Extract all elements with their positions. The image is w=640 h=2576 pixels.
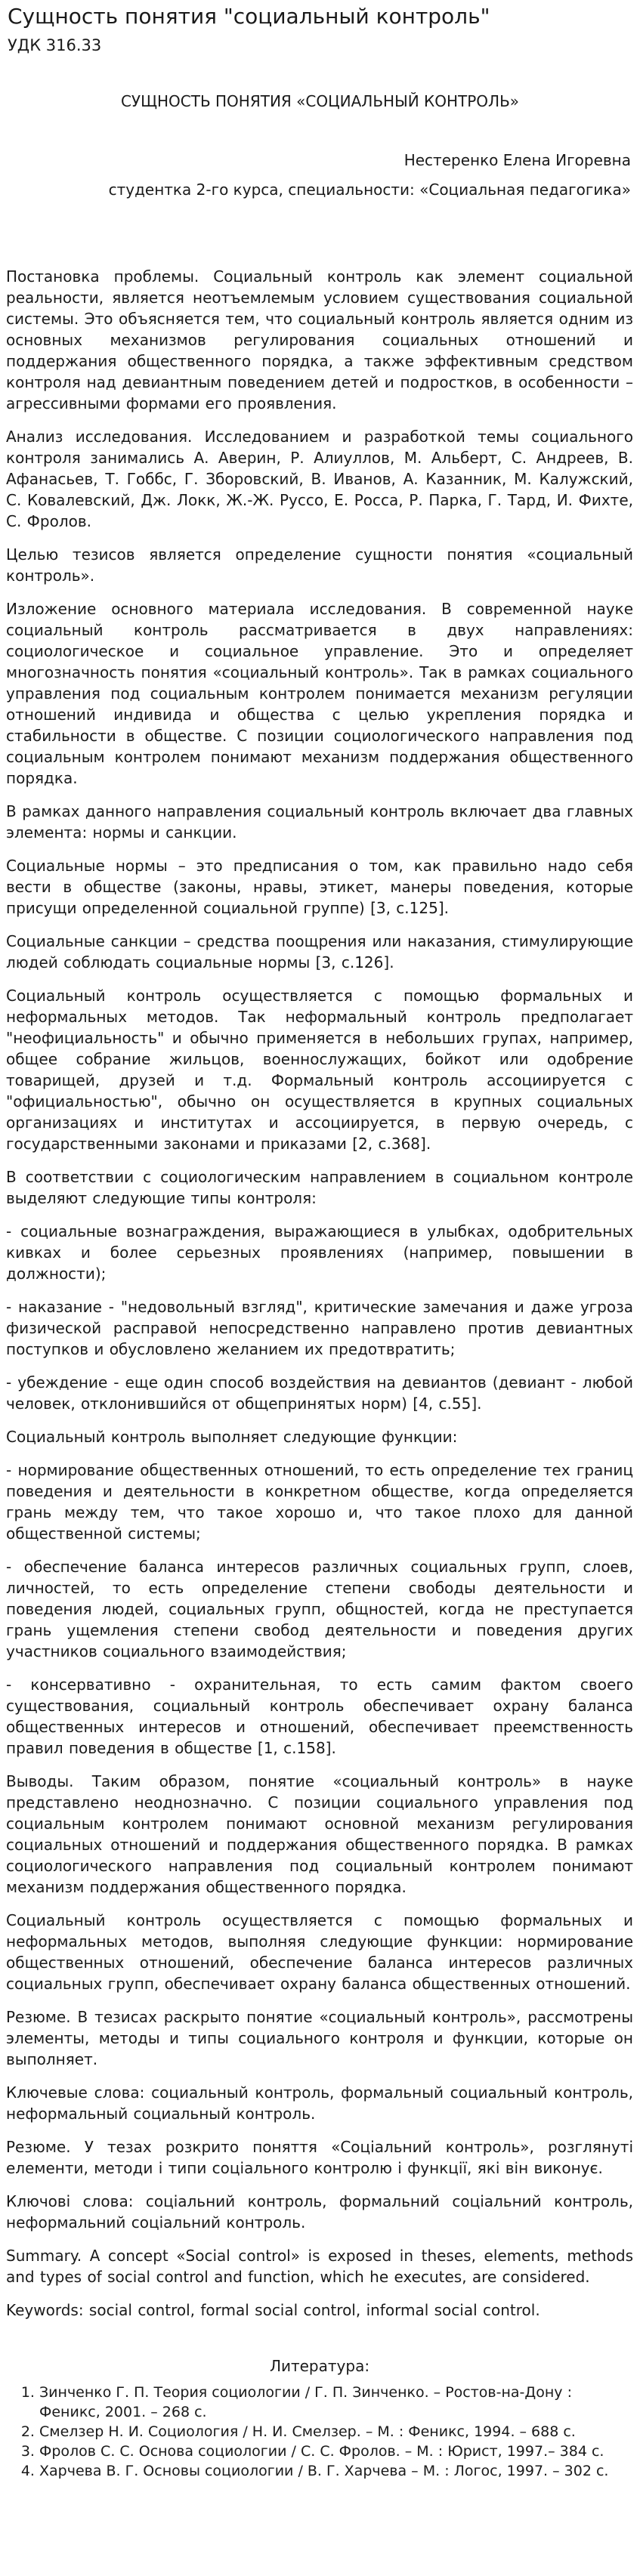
paragraph: - социальные вознаграждения, выражающиеся в улыбках, одобрительных кивках и более серьезных проявлениях (например, повышении в должности); xyxy=(6,1222,633,1283)
literature-heading: Литература: xyxy=(269,2357,370,2375)
paragraph: Keywords: social control, formal social control, informal social control. xyxy=(6,2301,540,2319)
literature-list xyxy=(6,2383,633,2481)
paragraph: Социальный контроль выполняет следующие функции: xyxy=(6,1428,458,1446)
literature-item: 3. Фролов С. С. Основа социологии / С. С. Фролов. – М. : Юрист, 1997.– 384 с. xyxy=(39,2442,633,2461)
udk-code: УДК 316.33 xyxy=(8,36,102,54)
paragraph: Ключевые слова: социальный контроль, формальный социальный контроль, неформальный социальный контроль. xyxy=(6,2083,633,2123)
paragraph: В соответствии с социологическим направлением в социальном контроле выделяют следующие типы контроля: xyxy=(6,1168,633,1207)
paragraph: Постановка проблемы. Социальный контроль как элемент социальной реальности, является неотъемлемым условием существования социальной системы. Это объясняется тем, что социальный контроль является одним из основных механизмов регулирования социальных отношений и поддержания общественного порядка, а также эффективным средством контроля над девиантным поведением детей и подростков, в особенности – агрессивными формами его проявления. xyxy=(6,267,633,412)
paragraph: Резюме. В тезисах раскрыто понятие «социальный контроль», рассмотрены элементы, методы и типы социального контроля и функции, которые он выполняет. xyxy=(6,2008,633,2068)
paragraph: - консервативно - охранительная, то есть самим фактом своего существования, социальный контроль обеспечивает охрану баланса общественных интересов и отношений, обеспечивает преемственность правил поведения в обществе [1, с.158]. xyxy=(6,1676,633,1757)
paragraph: - убеждение - еще один способ воздействия на девиантов (девиант - любой человек, отклонившийся от общепринятых норм) [4, с.55]. xyxy=(6,1373,633,1413)
paragraph: Социальный контроль осуществляется с помощью формальных и неформальных методов, выполняя следующие функции: нормирование общественных отношений, обеспечение баланса интересов различных социальных групп, обеспечивает охрану баланса общественных отношений. xyxy=(6,1911,633,1993)
paragraph: - обеспечение баланса интересов различных социальных групп, слоев, личностей, то есть определение степени свободы деятельности и поведения людей, социальных групп, общностей, когда не преступается грань ущемления степени свобод деятельности и поведения других участников социального взаимодействия; xyxy=(6,1558,633,1660)
literature-item: 4. Харчева В. Г. Основы социологии / В. Г. Харчева – М. : Логос, 1997. – 302 с. xyxy=(39,2461,633,2481)
article-title: СУЩНОСТЬ ПОНЯТИЯ «СОЦИАЛЬНЫЙ КОНТРОЛЬ» xyxy=(120,92,520,110)
paragraph: Резюме. У тезах розкрито поняття «Соціальний контроль», розглянуті елементи, методи і типи соціального контролю і функції, які він виконує. xyxy=(6,2138,633,2177)
paragraph: В рамках данного направления социальный контроль включает два главных элемента: нормы и санкции. xyxy=(6,802,633,842)
paragraph: Анализ исследования. Исследованием и разработкой темы социального контроля занимались А. Аверин, Р. Алиуллов, М. Альберт, С. Андреев, В. Афанасьев, Т. Гоббс, Г. Зборовский, В. Иванов, А. Казанник, М. Калужский, С. Ковалевский, Дж. Локк, Ж.-Ж. Руссо, Е. Росса, Р. Парка, Г. Тард, И. Фихте, С. Фролов. xyxy=(6,428,633,530)
paragraph: - наказание - "недовольный взгляд", критические замечания и даже угроза физической расправой непосредственно направлено против девиантных поступков и обусловлено желанием их предотвратить; xyxy=(6,1298,633,1358)
paragraph: Summary. A concept «Social control» is exposed in theses, elements, methods and types of social control and function, which he executes, are considered. xyxy=(6,2247,633,2286)
paragraph: - нормирование общественных отношений, то есть определение тех границ поведения и деятельности в конкретном обществе, когда определяется грань между тем, что такое хорошо и, что такое плохо для данной общественной системы; xyxy=(6,1461,633,1543)
paragraph: Ключові слова: соціальний контроль, формальний соціальний контроль, неформальний соціальний контроль. xyxy=(6,2192,633,2232)
paragraph: Целью тезисов является определение сущности понятия «социальный контроль». xyxy=(6,545,633,585)
literature-item: 2. Смелзер Н. И. Социология / Н. И. Смелзер. – М. : Феникс, 1994. – 688 с. xyxy=(39,2422,633,2442)
article-body xyxy=(6,266,633,2481)
paragraph: Изложение основного материала исследования. В современной науке социальный контроль рассматривается в двух направлениях: социологическое и социальное управление. Это и определяет многозначность понятия «социальный контроль». Так в рамках социального управления под социальным контролем понимается механизм регуляции отношений индивида и общества с целью укрепления порядка и стабильности в обществе. С позиции социологического направления под социальным контролем понимают механизм поддержания общественного порядка. xyxy=(6,600,633,787)
paragraph: Выводы. Таким образом, понятие «социальный контроль» в науке представлено неоднозначно. С позиции социального управления под социальным контролем понимают основной механизм регулирования социальных отношений и поддержания общественного порядка. В рамках социологического направления под социальный контролем понимают механизм поддержания общественного порядка. xyxy=(6,1772,633,1896)
author-name: Нестеренко Елена Игоревна xyxy=(403,151,631,169)
literature-item: 1. Зинченко Г. П. Теория социологии / Г. П. Зинченко. – Ростов-на-Дону : Феникс, 2001. – 268 с. xyxy=(39,2383,633,2422)
paragraph: Социальные санкции – средства поощрения или наказания, стимулирующие людей соблюдать социальные нормы [3, с.126]. xyxy=(6,932,633,971)
paragraph: Социальные нормы – это предписания о том, как правильно надо себя вести в обществе (законы, нравы, этикет, манеры поведения, которые присущи определенной социальной группе) [3, с.125]. xyxy=(6,857,633,917)
document-title: Сущность понятия "социальный контроль" xyxy=(8,4,490,29)
author-status: студентка 2-го курса, специальности: «Социальная педагогика» xyxy=(108,181,631,199)
paragraph: Социальный контроль осуществляется с помощью формальных и неформальных методов. Так неформальный контроль предполагает "неофициальность" и обычно применяется в небольших групах, например, общее собрание жильцов, военнослужащих, бойкот или одобрение товарищей, друзей и т.д. Формальный контроль ассоциируется с "официальностью", обычно он осуществляется в крупных социальных организациях и институтах и ассоциируется, в первую очередь, с государственными законами и приказами [2, с.368]. xyxy=(6,987,633,1153)
